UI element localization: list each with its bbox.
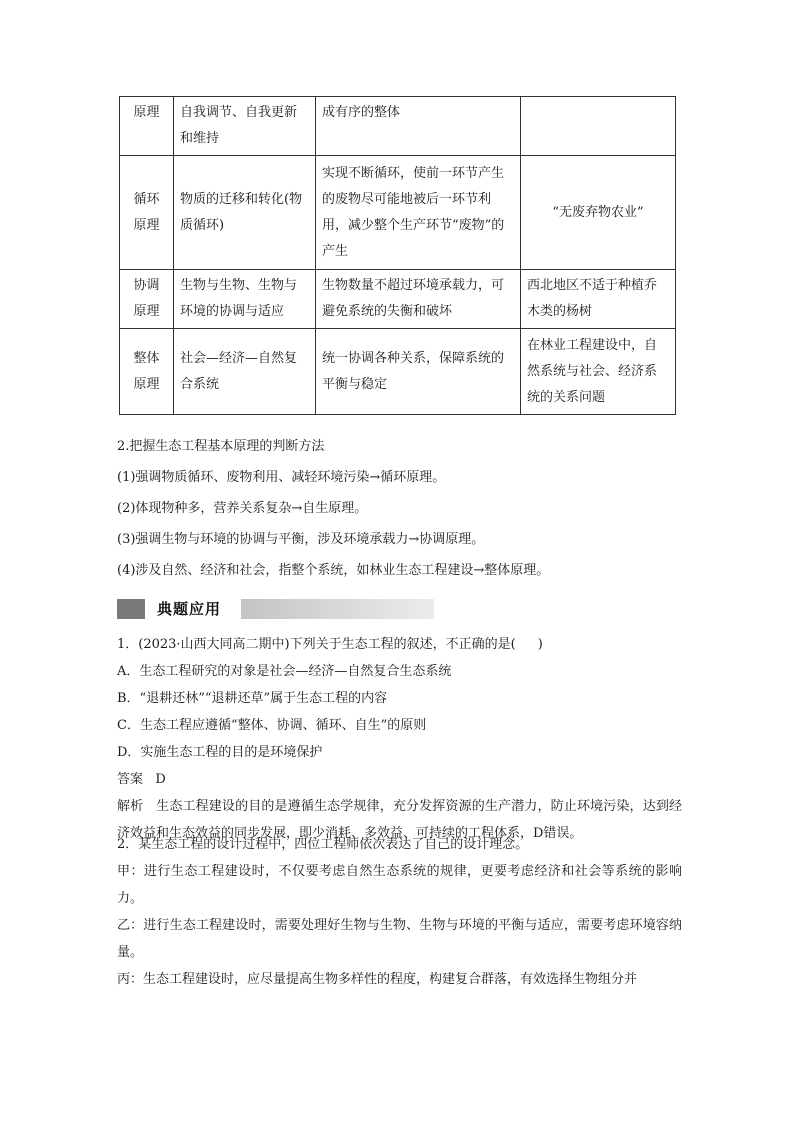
table-row xyxy=(120,97,676,156)
judgment-methods xyxy=(117,436,687,591)
methods-heading: 2.把握生态工程基本原理的判断方法 xyxy=(117,439,325,454)
principle-description: 自我调节、自我更新和维持 xyxy=(174,97,316,156)
table-row xyxy=(120,270,676,329)
principles-table xyxy=(119,96,676,415)
section-banner xyxy=(117,599,434,619)
principle-description: 生物与生物、生物与环境的协调与适应 xyxy=(174,270,316,329)
principle-meaning: 实现不断循环，使前一环节产生的废物尽可能地被后一环节利用，减少整个生产环节“废物”的产生 xyxy=(316,156,521,270)
statement-bing: 丙：生态工程建设时，应尽量提高生物多样性的程度，构建复合群落，有效选择生物组分并 xyxy=(117,972,638,987)
question-stem: 2．某生态工程的设计过程中，四位工程师依次表达了自己的设计理念。 xyxy=(117,837,529,852)
method-item: (1)强调物质循环、废物利用、减轻环境污染→循环原理。 xyxy=(117,470,446,485)
principle-description: 物质的迁移和转化(物质循环) xyxy=(174,156,316,270)
principle-name: 循环 原理 xyxy=(120,156,174,270)
answer-label: 答案 xyxy=(117,772,144,787)
option-d: D．实施生态工程的目的是环境保护 xyxy=(117,745,323,760)
question-2 xyxy=(117,831,682,993)
principle-example: 西北地区不适于种植乔木类的杨树 xyxy=(521,270,676,329)
table-row xyxy=(120,156,676,270)
option-c: C．生态工程应遵循“整体、协调、循环、自生”的原则 xyxy=(117,718,427,733)
principle-example xyxy=(521,97,676,156)
option-b: B．“退耕还林”“退耕还草”属于生态工程的内容 xyxy=(117,691,388,706)
banner-block-decoration xyxy=(117,599,145,619)
statement-yi: 乙：进行生态工程建设时，需要处理好生物与生物、生物与环境的平衡与适应，需要考虑环境容纳量。 xyxy=(117,918,682,960)
question-1 xyxy=(117,634,682,847)
method-item: (2)体现物种多，营养关系复杂→自生原理。 xyxy=(117,501,368,516)
method-item: (3)强调生物与环境的协调与平衡，涉及环境承载力→协调原理。 xyxy=(117,532,485,547)
principle-meaning: 生物数量不超过环境承载力，可避免系统的失衡和破坏 xyxy=(316,270,521,329)
answer-line xyxy=(117,769,682,796)
principle-meaning: 成有序的整体 xyxy=(316,97,521,156)
analysis-label: 解析 xyxy=(117,799,144,814)
principle-name: 协调 原理 xyxy=(120,270,174,329)
table-row xyxy=(120,329,676,415)
analysis-text: 生态工程建设的目的是遵循生态学规律，充分发挥资源的生产潜力，防止环境污染，达到经济效益和生态效益的同步发展，即少消耗、多效益、可持续的工程体系，D错误。 xyxy=(117,799,682,841)
section-title: 典题应用 xyxy=(157,600,222,618)
principle-example: 在林业工程建设中，自然系统与社会、经济系统的关系问题 xyxy=(521,329,676,415)
statement-jia: 甲：进行生态工程建设时，不仅要考虑自然生态系统的规律，更要考虑经济和社会等系统的影响力。 xyxy=(117,864,682,906)
principle-description: 社会—经济—自然复合系统 xyxy=(174,329,316,415)
question-stem: 1．(2023·山西大同高二期中)下列关于生态工程的叙述，不正确的是( ) xyxy=(117,637,543,652)
principle-meaning: 统一协调各种关系，保障系统的平衡与稳定 xyxy=(316,329,521,415)
principle-example: “无废弃物农业” xyxy=(521,156,676,270)
option-a: A．生态工程研究的对象是社会—经济—自然复合生态系统 xyxy=(117,664,452,679)
method-item: (4)涉及自然、经济和社会，指整个系统，如林业生态工程建设→整体原理。 xyxy=(117,563,550,578)
answer-value: D xyxy=(155,772,166,787)
principle-name: 整体 原理 xyxy=(120,329,174,415)
principle-name: 原理 xyxy=(120,97,174,156)
